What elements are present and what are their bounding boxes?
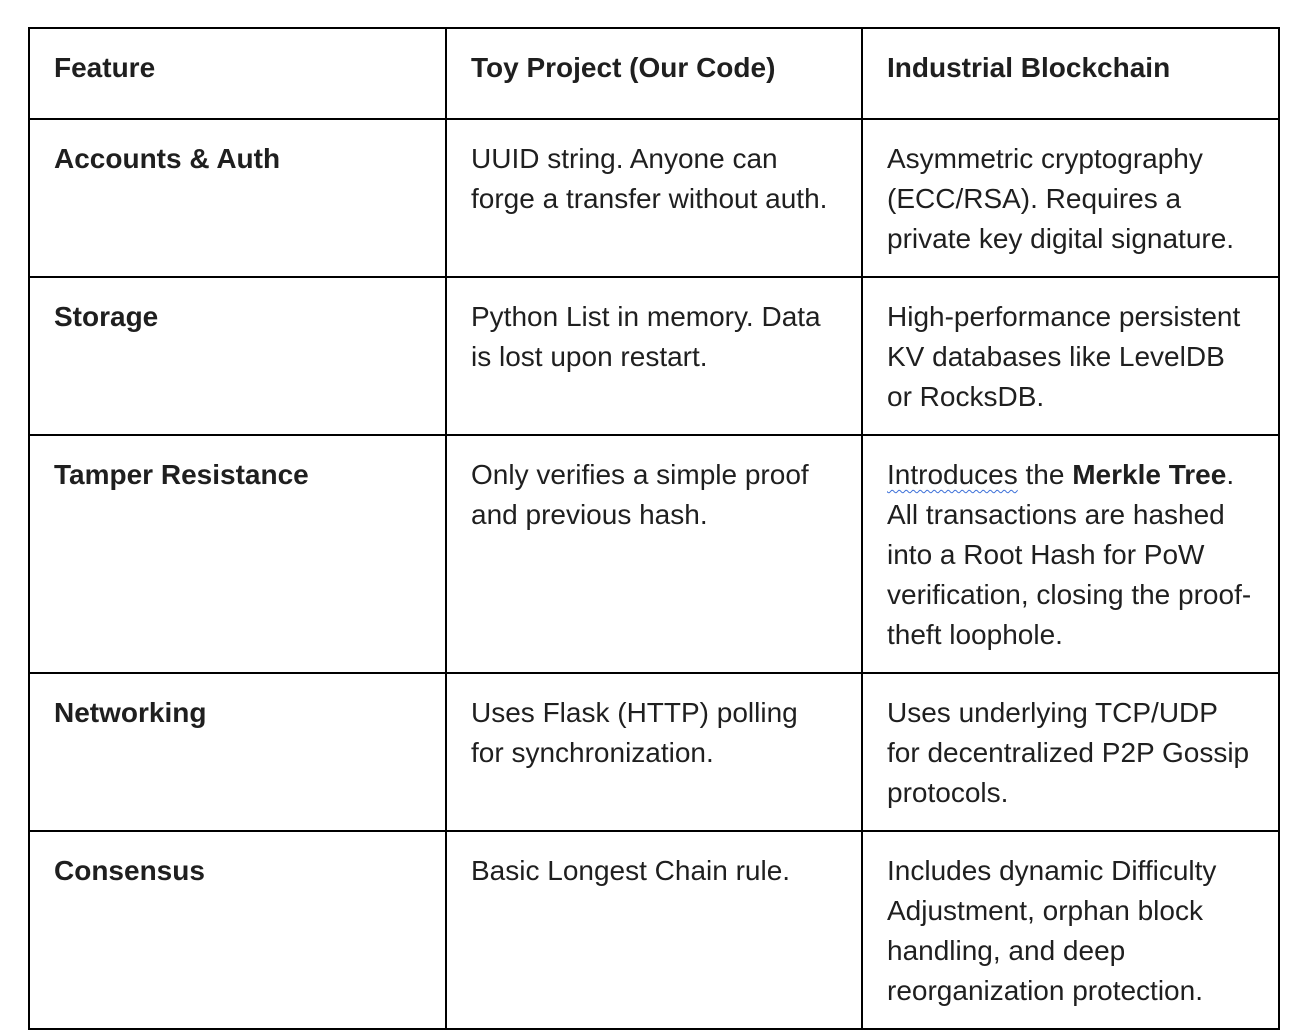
industrial-cell (862, 435, 1279, 673)
comparison-table-container (28, 27, 1278, 1030)
table-row (29, 831, 1279, 1029)
header-toy-project: Toy Project (Our Code) (446, 28, 862, 119)
table-row (29, 119, 1279, 277)
toy-cell: Python List in memory. Data is lost upon restart. (446, 277, 862, 435)
industrial-text-tail: . All transactions are hashed into a Root Hash for PoW verification, closing the proof-theft loophole. (887, 459, 1252, 650)
industrial-cell: Asymmetric cryptography (ECC/RSA). Requires a private key digital signature. (862, 119, 1279, 277)
table-row (29, 673, 1279, 831)
header-feature: Feature (29, 28, 446, 119)
feature-cell: Accounts & Auth (29, 119, 446, 277)
feature-cell: Tamper Resistance (29, 435, 446, 673)
industrial-text-mid: the (1017, 459, 1073, 490)
toy-cell: Basic Longest Chain rule. (446, 831, 862, 1029)
industrial-cell: High-performance persistent KV databases like LevelDB or RocksDB. (862, 277, 1279, 435)
table-row (29, 435, 1279, 673)
industrial-cell: Includes dynamic Difficulty Adjustment, orphan block handling, and deep reorganization protection. (862, 831, 1279, 1029)
table-row (29, 277, 1279, 435)
spellcheck-underlined-word: Introduces (887, 459, 1018, 490)
feature-cell: Storage (29, 277, 446, 435)
feature-cell: Consensus (29, 831, 446, 1029)
comparison-table (28, 27, 1280, 1030)
toy-cell: UUID string. Anyone can forge a transfer without auth. (446, 119, 862, 277)
toy-cell: Uses Flask (HTTP) polling for synchronization. (446, 673, 862, 831)
table-header-row (29, 28, 1279, 119)
industrial-cell: Uses underlying TCP/UDP for decentralized P2P Gossip protocols. (862, 673, 1279, 831)
header-industrial-blockchain: Industrial Blockchain (862, 28, 1279, 119)
toy-cell: Only verifies a simple proof and previous hash. (446, 435, 862, 673)
merkle-tree-term: Merkle Tree (1072, 459, 1227, 490)
feature-cell: Networking (29, 673, 446, 831)
